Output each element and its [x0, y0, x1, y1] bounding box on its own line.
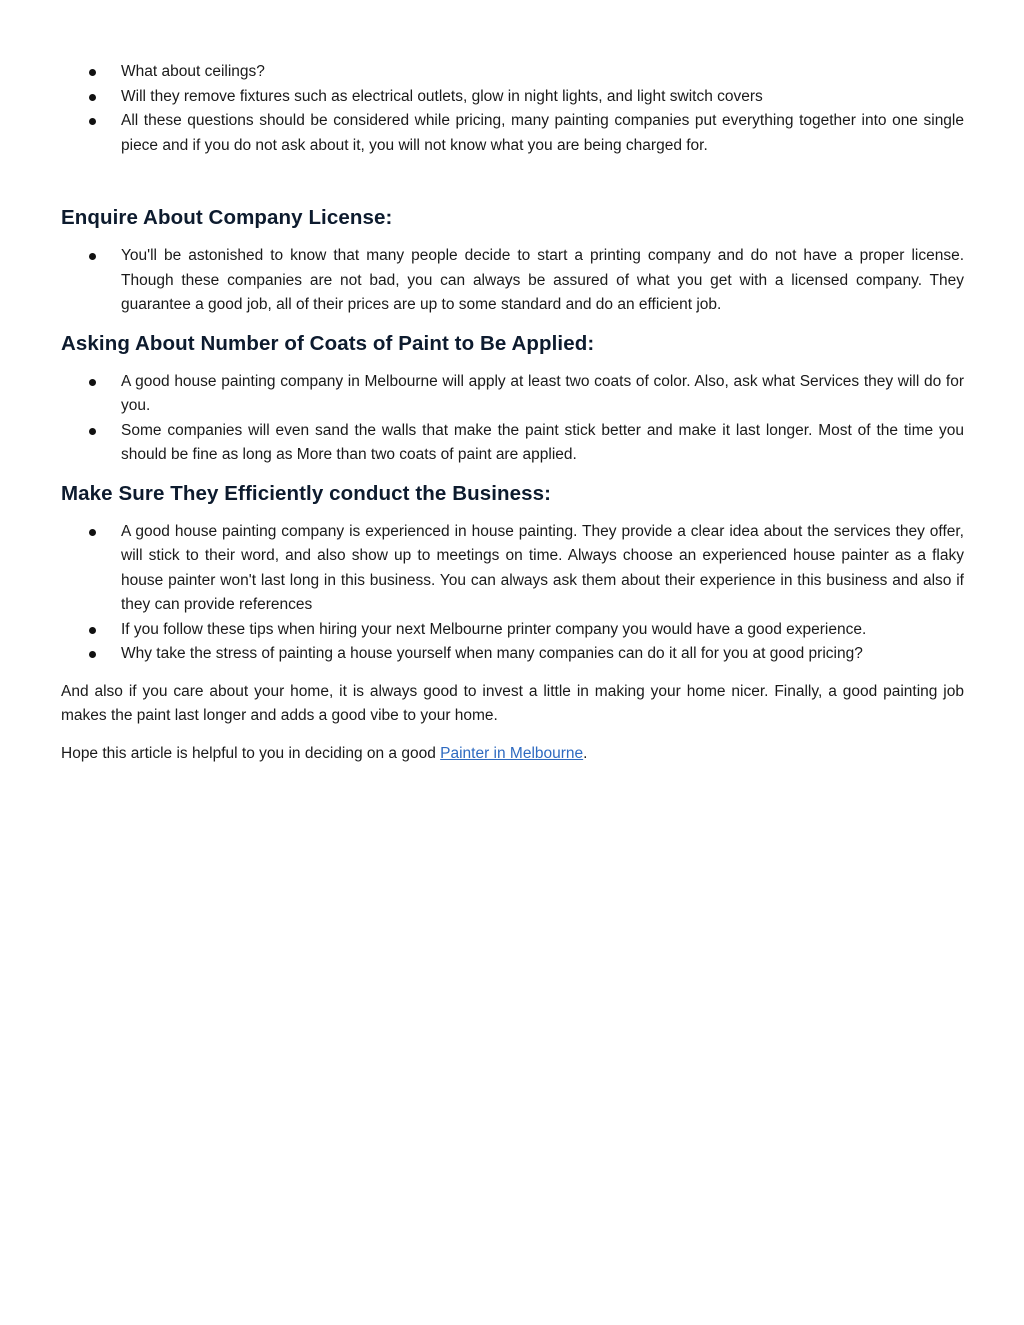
document-page: [61, 60, 964, 766]
list-item: Some companies will even sand the walls that make the paint stick better and make it last longer. Most of the time you should be fine as long as More than two coats of paint are applied.: [61, 419, 964, 468]
hope-suffix: .: [583, 744, 588, 762]
list-item: Will they remove fixtures such as electrical outlets, glow in night lights, and light switch covers: [61, 85, 964, 110]
section-heading-coats: Asking About Number of Coats of Paint to Be Applied:: [61, 331, 595, 355]
list-item: What about ceilings?: [61, 60, 964, 85]
hope-prefix: Hope this article is helpful to you in deciding on a good: [61, 744, 441, 762]
license-bullet-list: [61, 244, 964, 318]
intro-bullet-list: [61, 60, 964, 158]
coats-bullet-list: [61, 370, 964, 468]
section-heading-license: Enquire About Company License:: [61, 206, 393, 229]
list-item: All these questions should be considered while pricing, many painting companies put everything together into one single piece and if you do not ask about it, you will not know what you are being charged for.: [61, 109, 964, 158]
list-item: A good house painting company in Melbourne will apply at least two coats of color. Also, ask what Services they will do for you.: [61, 370, 964, 419]
list-item: If you follow these tips when hiring your next Melbourne printer company you would have a good experience.: [61, 618, 964, 643]
hope-paragraph: [61, 742, 964, 767]
list-item: A good house painting company is experienced in house painting. They provide a clear idea about the services they offer, will stick to their word, and also show up to meetings on time. Always choose an experienced house painter as a flaky house painter won't last long in this business. You can always ask them about their experience in this business and also if they can provide references: [61, 520, 964, 618]
closing-paragraph: And also if you care about your home, it is always good to invest a little in making your home nicer. Finally, a good painting job makes the paint last longer and adds a good vibe to your home.: [61, 682, 964, 724]
list-item: You'll be astonished to know that many people decide to start a printing company and do not have a proper license. Though these companies are not bad, you can always be assured of what you get with a licensed company. They guarantee a good job, all of their prices are up to some standard and do an efficient job.: [61, 244, 964, 318]
section-heading-business: Make Sure They Efficiently conduct the Business:: [61, 481, 552, 505]
painter-in-melbourne-link[interactable]: Painter in Melbourne: [440, 744, 584, 762]
list-item: Why take the stress of painting a house yourself when many companies can do it all for you at good pricing?: [61, 642, 964, 667]
business-bullet-list: [61, 520, 964, 667]
